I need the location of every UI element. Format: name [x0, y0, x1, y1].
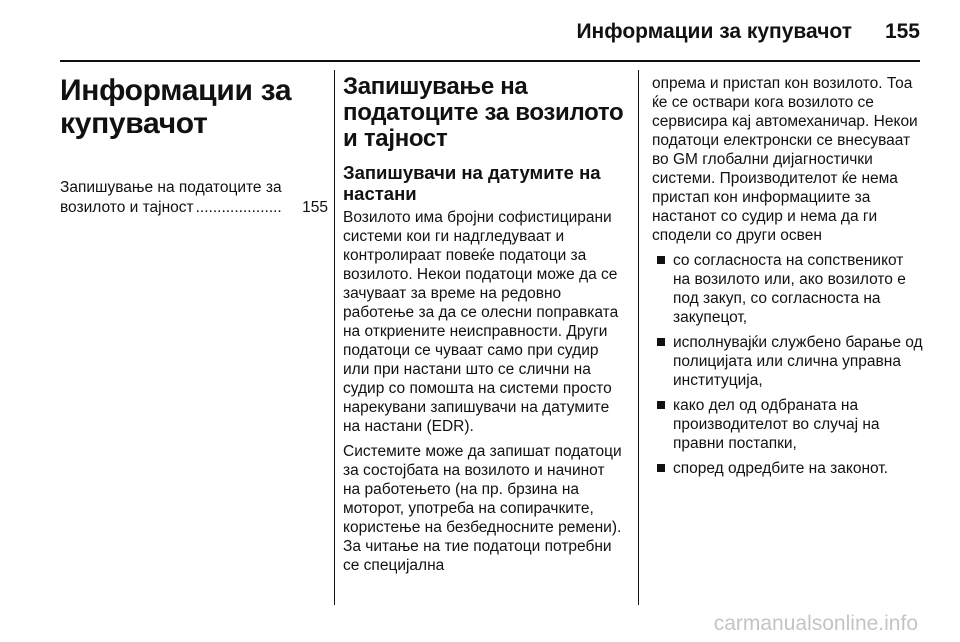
page-number: 155	[884, 20, 920, 43]
watermark: carmanualsonline.info	[713, 612, 918, 635]
right-column	[652, 74, 924, 484]
column-divider-1	[334, 70, 335, 605]
list-item: со согласноста на сопственикот на возилото или, ако возилото е под закуп, со согласноста на закупецот,	[652, 251, 924, 327]
toc-entry-line2: возилото и тајност	[60, 199, 194, 216]
toc-leader-dots: ....................	[195, 199, 282, 216]
square-bullet-icon	[657, 256, 665, 264]
list-item: како дел од одбраната на производителот во случај на правни постапки,	[652, 396, 924, 453]
square-bullet-icon	[657, 401, 665, 409]
toc-entry-page: 155	[302, 199, 328, 216]
sidebar-title: Информации за купувачот	[60, 74, 292, 140]
page-header	[0, 0, 960, 64]
paragraph: Возилото има бројни софистицирани системи кои ги надгледуваат и контролираат повеќе податоци за возилото. Некои податоци може да се зачуваат за време на редовно работење за да се олесни поправката на откриените неисправности. Други податоци се чуваат само при судир или при настани што се слични на судир со помошта на системи просто нарекувани запишувачи на датумите на настани (EDR).	[343, 209, 619, 435]
main-column	[343, 74, 626, 581]
bullet-list	[652, 251, 924, 478]
paragraph: опрема и пристап кон возилото. Тоа ќе се оствари кога возилото се сервисира кај автомеханичар. Некои податоци електронски се внесуваат во GM глобални дијагностички системи. Производителот ќе нема пристап кон информациите за настанот со судир и нема да ги сподели со други освен	[652, 75, 918, 244]
square-bullet-icon	[657, 338, 665, 346]
section-subtitle: Запишувачи на датумите на настани	[343, 162, 601, 204]
list-item: исполнувајќи службено барање од полицијата или слична управна институција,	[652, 333, 924, 390]
header-rule	[60, 60, 920, 62]
table-of-contents	[60, 178, 328, 218]
square-bullet-icon	[657, 464, 665, 472]
column-divider-2	[638, 70, 639, 605]
list-item: според одредбите на законот.	[652, 459, 924, 478]
toc-entry[interactable]	[60, 178, 328, 218]
sidebar-column	[60, 74, 328, 218]
paragraph: Системите може да запишат податоци за состојбата на возилото и начинот на работењето (на пр. брзина на моторот, употреба на сопирачките, користење на безбедносните ремени). За читање на тие податоци потребни се специјална	[343, 443, 622, 574]
section-title: Запишување на податоците за возилото и тајност	[343, 73, 624, 152]
toc-entry-line1: Запишување на податоците за	[60, 179, 282, 196]
header-title: Информации за купувачот	[576, 20, 852, 43]
